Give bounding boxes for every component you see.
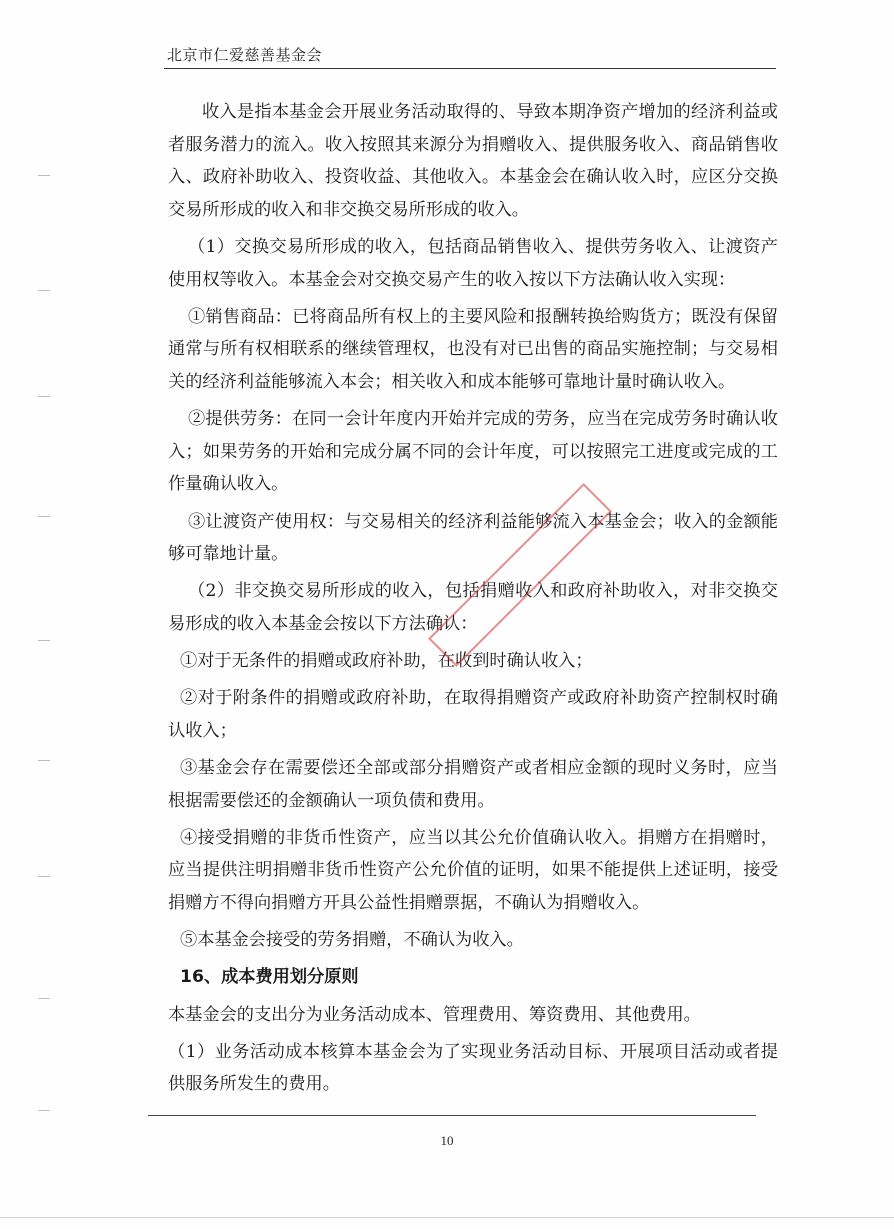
paragraph-services: ②提供劳务：在同一会计年度内开始并完成的劳务，应当在完成劳务时确认收入；如果劳务的开始和完成分属不同的会计年度，可以按照完工进度或完成的工作量确认收入。: [168, 409, 778, 495]
paragraph-exchange-income: （1）交换交易所形成的收入，包括商品销售收入、提供劳务收入、让渡资产使用权等收入。本基金会对交换交易产生的收入按以下方法确认收入实现：: [168, 236, 778, 290]
paragraph-service-donation: ⑤本基金会接受的劳务捐赠，不确认为收入。: [180, 930, 524, 951]
margin-tick: [38, 760, 50, 761]
margin-tick: [38, 998, 50, 999]
paragraph-income-definition: 收入是指本基金会开展业务活动取得的、导致本期净资产增加的经济利益或者服务潜力的流入。收入按照其来源分为捐赠收入、提供服务收入、商品销售收入、政府补助收入、投资收益、其他收入。本基金会在确认收入时，应区分交换交易所形成的收入和非交换交易所形成的收入。: [168, 102, 778, 220]
paragraph-non-exchange-income: （2）非交换交易所形成的收入，包括捐赠收入和政府补助收入，对非交换交易形成的收入本基金会按以下方法确认：: [168, 581, 778, 634]
margin-tick: [38, 396, 50, 397]
paragraph-non-monetary-donation: ④接受捐赠的非货币性资产，应当以其公允价值确认收入。捐赠方在捐赠时，应当提供注明捐赠非货币性资产公允价值的证明，如果不能提供上述证明，接受捐赠方不得向捐赠方开具公益性捐赠票据，不确认为捐赠收入。: [168, 827, 778, 913]
scan-edge-line: [0, 1217, 894, 1218]
margin-tick: [38, 175, 50, 176]
margin-tick: [38, 516, 50, 517]
paragraph-business-activity-cost: （1）业务活动成本核算本基金会为了实现业务活动目标、开展项目活动或者提供服务所发生的费用。: [168, 1041, 778, 1095]
margin-tick: [38, 1110, 50, 1111]
margin-tick: [38, 876, 50, 877]
header-rule: [164, 68, 776, 69]
paragraph-unconditional: ①对于无条件的捐赠或政府补助，在收到时确认收入；: [180, 651, 593, 672]
footer-rule: [148, 1115, 756, 1116]
paragraph-conditional: ②对于附条件的捐赠或政府补助，在取得捐赠资产或政府补助资产控制权时确认收入；: [168, 688, 778, 741]
paragraph-sales-of-goods: ①销售商品：已将商品所有权上的主要风险和报酬转换给购货方；既没有保留通常与所有权相联系的继续管理权，也没有对已出售的商品实施控制；与交易相关的经济利益能够流入本会；相关收入和成本能够可靠地计量时确认收入。: [168, 306, 778, 392]
paragraph-expense-categories: 本基金会的支出分为业务活动成本、管理费用、筹资费用、其他费用。: [168, 1004, 701, 1025]
section-heading: 16、成本费用划分原则: [180, 967, 359, 988]
header-title: 北京市仁爱慈善基金会: [167, 46, 323, 64]
margin-tick: [38, 640, 50, 641]
paragraph-repayment-obligation: ③基金会存在需要偿还全部或部分捐赠资产或者相应金额的现时义务时，应当根据需要偿还的金额确认一项负债和费用。: [168, 758, 778, 811]
paragraph-asset-use: ③让渡资产使用权：与交易相关的经济利益能够流入本基金会；收入的金额能够可靠地计量。: [168, 511, 778, 565]
page-number: 10: [440, 1133, 454, 1148]
margin-tick: [38, 290, 50, 291]
